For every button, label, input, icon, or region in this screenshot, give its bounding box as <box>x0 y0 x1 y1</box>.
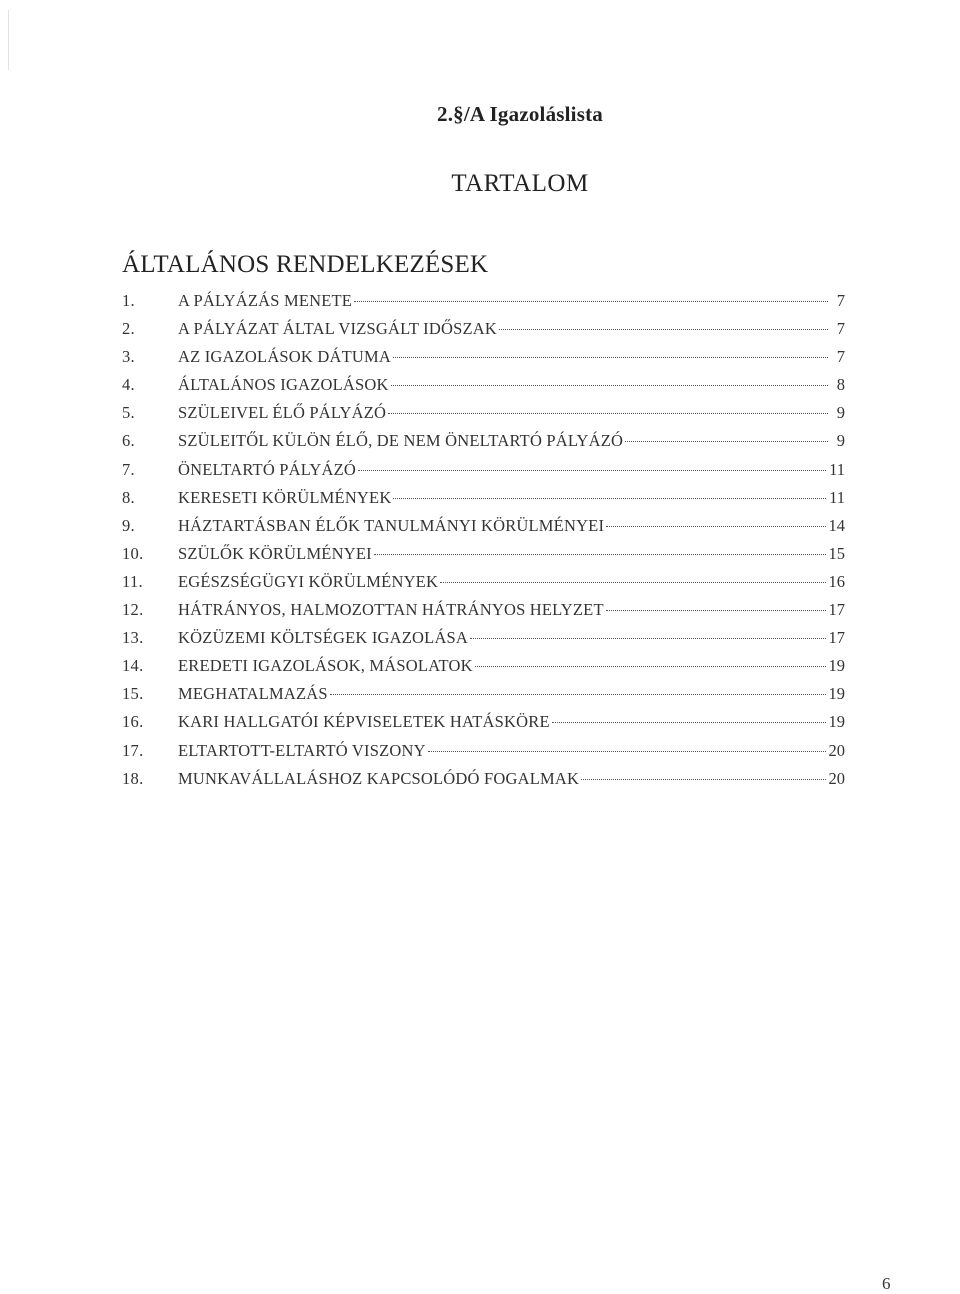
toc-entry[interactable] <box>122 628 845 656</box>
toc-dot-leader <box>552 722 826 723</box>
toc-entry-title: SZÜLEIVEL ÉLŐ PÁLYÁZÓ <box>178 403 387 423</box>
toc-entry[interactable] <box>122 375 845 403</box>
toc-entry-number: 16. <box>122 712 144 732</box>
toc-entry-title: HÁTRÁNYOS, HALMOZOTTAN HÁTRÁNYOS HELYZET <box>178 600 604 620</box>
toc-entry[interactable] <box>122 684 845 712</box>
toc-dot-leader <box>606 610 826 611</box>
toc-entry-page: 7 <box>836 347 845 367</box>
table-of-contents <box>122 291 845 797</box>
toc-entry-title: KERESETI KÖRÜLMÉNYEK <box>178 487 392 507</box>
toc-entry-title: KARI HALLGATÓI KÉPVISELETEK HATÁSKÖRE <box>178 712 550 732</box>
toc-entry-number: 1. <box>122 291 135 310</box>
toc-entry[interactable] <box>122 712 845 740</box>
toc-entry-number: 14. <box>122 656 144 676</box>
toc-entry[interactable] <box>122 431 845 459</box>
toc-dot-leader <box>440 582 825 583</box>
toc-entry-number: 13. <box>122 628 144 648</box>
toc-entry-number: 5. <box>122 403 135 423</box>
toc-dot-leader <box>499 329 828 330</box>
toc-entry-page: 14 <box>828 515 845 535</box>
toc-entry-number: 12. <box>122 600 144 620</box>
toc-dot-leader <box>393 498 826 499</box>
toc-entry[interactable] <box>122 319 845 347</box>
toc-entry-page: 17 <box>828 600 845 620</box>
page-heading: 2.§/A Igazoláslista <box>437 102 603 126</box>
toc-entry-number: 3. <box>122 347 135 367</box>
toc-dot-leader <box>391 385 828 386</box>
toc-entry-page: 19 <box>828 712 845 732</box>
toc-entry-title: KÖZÜZEMI KÖLTSÉGEK IGAZOLÁSA <box>178 628 469 648</box>
toc-entry-page: 7 <box>836 291 845 310</box>
toc-entry-title: SZÜLEITŐL KÜLÖN ÉLŐ, DE NEM ÖNELTARTÓ PÁLYÁZÓ <box>178 431 624 451</box>
toc-entry[interactable] <box>122 656 845 684</box>
toc-entry-title: EREDETI IGAZOLÁSOK, MÁSOLATOK <box>178 656 473 676</box>
toc-entry-page: 9 <box>836 403 845 423</box>
toc-entry[interactable] <box>122 516 845 544</box>
toc-entry-page: 19 <box>828 656 845 676</box>
toc-dot-leader <box>470 638 825 639</box>
toc-dot-leader <box>428 751 826 752</box>
toc-entry-number: 8. <box>122 487 135 507</box>
toc-entry-number: 11. <box>122 571 143 591</box>
scan-edge-mark <box>8 10 9 70</box>
toc-dot-leader <box>581 779 825 780</box>
toc-entry[interactable] <box>122 347 845 375</box>
toc-entry-page: 20 <box>828 740 845 760</box>
toc-entry[interactable] <box>122 291 845 319</box>
toc-entry-title: MEGHATALMAZÁS <box>178 684 328 704</box>
toc-entry-page: 20 <box>828 768 845 788</box>
toc-entry-number: 17. <box>122 740 144 760</box>
toc-entry-title: A PÁLYÁZÁS MENETE <box>178 291 353 310</box>
toc-entry-title: HÁZTARTÁSBAN ÉLŐK TANULMÁNYI KÖRÜLMÉNYEI <box>178 515 605 535</box>
toc-entry-number: 4. <box>122 375 135 395</box>
toc-entry-number: 18. <box>122 768 144 788</box>
toc-entry-number: 2. <box>122 319 135 339</box>
toc-dot-leader <box>354 301 828 302</box>
toc-entry-title: MUNKAVÁLLALÁSHOZ KAPCSOLÓDÓ FOGALMAK <box>178 768 580 788</box>
toc-dot-leader <box>358 470 826 471</box>
toc-dot-leader <box>388 413 828 414</box>
toc-dot-leader <box>393 357 828 358</box>
toc-entry[interactable] <box>122 544 845 572</box>
toc-entry-number: 15. <box>122 684 144 704</box>
toc-entry-page: 7 <box>836 319 845 339</box>
page-number: 6 <box>882 1274 891 1293</box>
toc-entry-title: ÁLTALÁNOS IGAZOLÁSOK <box>178 375 389 395</box>
toc-entry[interactable] <box>122 769 845 797</box>
toc-dot-leader <box>330 694 826 695</box>
section-heading: ÁLTALÁNOS RENDELKEZÉSEK <box>122 251 489 278</box>
toc-dot-leader <box>606 526 825 527</box>
toc-entry-page: 16 <box>828 571 845 591</box>
toc-entry[interactable] <box>122 600 845 628</box>
toc-entry-title: A PÁLYÁZAT ÁLTAL VIZSGÁLT IDŐSZAK <box>178 319 497 339</box>
toc-entry-title: EGÉSZSÉGÜGYI KÖRÜLMÉNYEK <box>178 571 439 591</box>
toc-entry[interactable] <box>122 460 845 488</box>
toc-entry-number: 9. <box>122 515 135 535</box>
toc-entry-number: 10. <box>122 543 144 563</box>
toc-entry-number: 6. <box>122 431 135 451</box>
toc-entry-page: 9 <box>836 431 845 451</box>
toc-dot-leader <box>625 441 828 442</box>
toc-entry[interactable] <box>122 741 845 769</box>
toc-entry-page: 19 <box>828 684 845 704</box>
toc-entry-title: AZ IGAZOLÁSOK DÁTUMA <box>178 347 391 367</box>
toc-entry-title: ELTARTOTT-ELTARTÓ VISZONY <box>178 740 426 760</box>
toc-entry-title: ÖNELTARTÓ PÁLYÁZÓ <box>178 459 357 479</box>
toc-entry-title: SZÜLŐK KÖRÜLMÉNYEI <box>178 543 372 563</box>
toc-entry[interactable] <box>122 403 845 431</box>
toc-entry-page: 15 <box>828 543 845 563</box>
toc-entry-page: 11 <box>829 487 845 507</box>
toc-title: TARTALOM <box>451 170 589 197</box>
toc-entry[interactable] <box>122 488 845 516</box>
toc-entry-number: 7. <box>122 459 135 479</box>
toc-entry-page: 11 <box>829 459 845 479</box>
toc-entry-page: 17 <box>828 628 845 648</box>
toc-entry[interactable] <box>122 572 845 600</box>
toc-dot-leader <box>475 666 826 667</box>
toc-entry-page: 8 <box>836 375 845 395</box>
toc-dot-leader <box>374 554 826 555</box>
